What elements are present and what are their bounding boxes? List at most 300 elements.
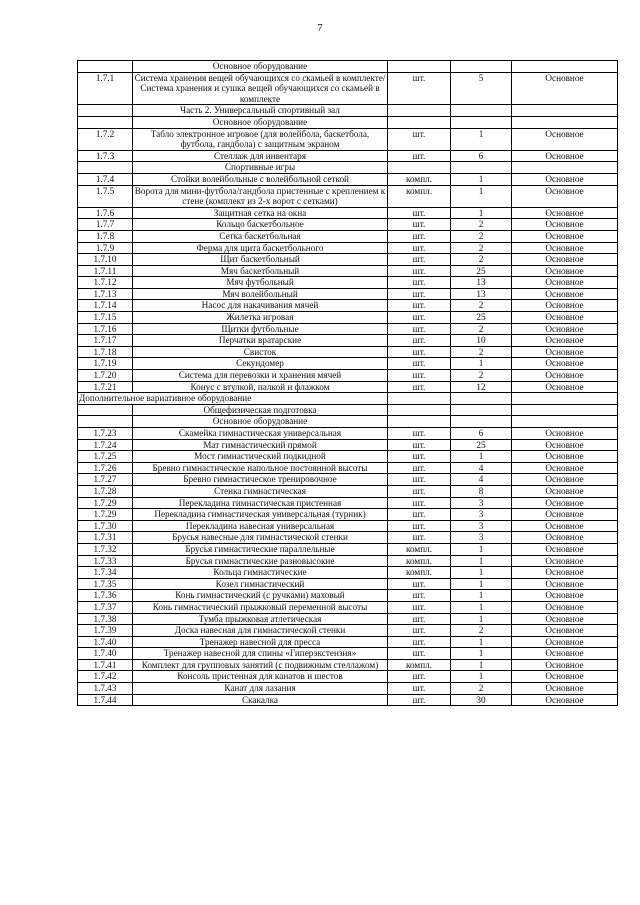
item-name-cell: Табло электронное игровое (для волейбола, баскетбола, футбола, гандбола) с защитным экраном: [133, 128, 388, 150]
table-row: [78, 497, 618, 509]
quantity-cell: 3: [451, 509, 512, 521]
item-name-cell: Мяч волейбольный: [133, 288, 388, 300]
quantity-cell: [451, 116, 512, 128]
unit-cell: компл.: [388, 185, 451, 207]
quantity-cell: [451, 162, 512, 174]
unit-cell: компл.: [388, 659, 451, 671]
quantity-cell: 1: [451, 358, 512, 370]
item-name-cell: Тумба прыжковая атлетическая: [133, 613, 388, 625]
type-cell: Основное: [512, 520, 618, 532]
item-name-cell: Система для перевозки и хранения мячей: [133, 370, 388, 382]
item-number-cell: [78, 162, 133, 174]
quantity-cell: 1: [451, 543, 512, 555]
quantity-cell: 1: [451, 648, 512, 660]
item-name-cell: Щитки футбольные: [133, 323, 388, 335]
section-heading-cell: Дополнительное вариативное оборудование: [78, 393, 388, 405]
quantity-cell: 1: [451, 636, 512, 648]
unit-cell: шт.: [388, 497, 451, 509]
quantity-cell: [451, 61, 512, 73]
type-cell: Основное: [512, 636, 618, 648]
item-name-cell: Сетка баскетбольная: [133, 230, 388, 242]
item-number-cell: 1.7.24: [78, 439, 133, 451]
type-cell: Основное: [512, 555, 618, 567]
type-cell: Основное: [512, 185, 618, 207]
type-cell: Основное: [512, 323, 618, 335]
item-number-cell: 1.7.15: [78, 312, 133, 324]
item-name-cell: Стеллаж для инвентаря: [133, 150, 388, 162]
equipment-table: [77, 60, 618, 706]
quantity-cell: 25: [451, 265, 512, 277]
item-name-cell: Ворота для мини-футбола/гандбола пристенные с креплением к стене (комплект из 2-х ворот с сетками): [133, 185, 388, 207]
item-number-cell: 1.7.38: [78, 613, 133, 625]
table-row: [78, 613, 618, 625]
item-number-cell: 1.7.12: [78, 277, 133, 289]
table-row: [78, 300, 618, 312]
item-name-cell: Насос для накачивания мячей: [133, 300, 388, 312]
type-cell: Основное: [512, 613, 618, 625]
item-number-cell: 1.7.21: [78, 381, 133, 393]
quantity-cell: 1: [451, 173, 512, 185]
table-row: [78, 312, 618, 324]
unit-cell: компл.: [388, 543, 451, 555]
item-name-cell: Тренажер навесной для спины «Гиперэкстензия»: [133, 648, 388, 660]
table-row: [78, 277, 618, 289]
quantity-cell: 5: [451, 72, 512, 105]
item-name-cell: Перчатки вратарские: [133, 335, 388, 347]
item-name-cell: Мяч футбольный: [133, 277, 388, 289]
quantity-cell: 2: [451, 625, 512, 637]
unit-cell: [388, 61, 451, 73]
quantity-cell: 10: [451, 335, 512, 347]
item-number-cell: 1.7.9: [78, 242, 133, 254]
unit-cell: шт.: [388, 219, 451, 231]
quantity-cell: 1: [451, 451, 512, 463]
type-cell: Основное: [512, 428, 618, 440]
item-number-cell: 1.7.39: [78, 625, 133, 637]
table-row: [78, 150, 618, 162]
unit-cell: шт.: [388, 346, 451, 358]
table-row: [78, 462, 618, 474]
type-cell: Основное: [512, 254, 618, 266]
unit-cell: шт.: [388, 335, 451, 347]
table-row: [78, 520, 618, 532]
quantity-cell: 2: [451, 242, 512, 254]
section-heading-cell: Основное оборудование: [133, 416, 388, 428]
quantity-cell: 6: [451, 428, 512, 440]
unit-cell: шт.: [388, 230, 451, 242]
quantity-cell: 8: [451, 485, 512, 497]
type-cell: [512, 416, 618, 428]
type-cell: Основное: [512, 543, 618, 555]
item-name-cell: Перекладина гимнастическая универсальная (турник): [133, 509, 388, 521]
section-heading-cell: Часть 2. Универсальный спортивный зал: [133, 105, 388, 117]
item-name-cell: Перекладина гимнастическая пристенная: [133, 497, 388, 509]
unit-cell: [388, 162, 451, 174]
unit-cell: компл.: [388, 173, 451, 185]
item-number-cell: 1.7.11: [78, 265, 133, 277]
quantity-cell: 30: [451, 694, 512, 706]
type-cell: Основное: [512, 207, 618, 219]
quantity-cell: 2: [451, 254, 512, 266]
unit-cell: шт.: [388, 694, 451, 706]
unit-cell: шт.: [388, 485, 451, 497]
type-cell: Основное: [512, 150, 618, 162]
unit-cell: шт.: [388, 381, 451, 393]
section-row: [78, 162, 618, 174]
item-number-cell: 1.7.19: [78, 358, 133, 370]
type-cell: Основное: [512, 474, 618, 486]
unit-cell: шт.: [388, 370, 451, 382]
unit-cell: шт.: [388, 277, 451, 289]
unit-cell: [388, 404, 451, 416]
table-row: [78, 72, 618, 105]
quantity-cell: 2: [451, 230, 512, 242]
item-number-cell: 1.7.25: [78, 451, 133, 463]
unit-cell: шт.: [388, 636, 451, 648]
item-name-cell: Конь гимнастический (с ручками) маховый: [133, 590, 388, 602]
section-row: [78, 393, 618, 405]
table-row: [78, 265, 618, 277]
item-number-cell: 1.7.13: [78, 288, 133, 300]
item-name-cell: Система хранения вещей обучающихся со скамьей в комплекте/Система хранения и сушка вещей обучающихся со скамьей в комплекте: [133, 72, 388, 105]
item-number-cell: [78, 105, 133, 117]
item-number-cell: 1.7.18: [78, 346, 133, 358]
item-name-cell: Стойки волейбольные с волейбольной сеткой: [133, 173, 388, 185]
section-heading-cell: Основное оборудование: [133, 116, 388, 128]
item-number-cell: 1.7.23: [78, 428, 133, 440]
table-row: [78, 532, 618, 544]
item-name-cell: Тренажер навесной для пресса: [133, 636, 388, 648]
unit-cell: шт.: [388, 532, 451, 544]
table-row: [78, 485, 618, 497]
item-name-cell: Брусья гимнастические разновысокие: [133, 555, 388, 567]
item-name-cell: Брусья гимнастические параллельные: [133, 543, 388, 555]
unit-cell: шт.: [388, 288, 451, 300]
section-heading-cell: Общефизическая подготовка: [133, 404, 388, 416]
unit-cell: шт.: [388, 451, 451, 463]
table-row: [78, 683, 618, 695]
quantity-cell: 1: [451, 601, 512, 613]
unit-cell: шт.: [388, 323, 451, 335]
section-row: [78, 116, 618, 128]
unit-cell: шт.: [388, 601, 451, 613]
unit-cell: шт.: [388, 625, 451, 637]
type-cell: Основное: [512, 381, 618, 393]
type-cell: Основное: [512, 173, 618, 185]
item-number-cell: 1.7.1: [78, 72, 133, 105]
item-number-cell: 1.7.2: [78, 128, 133, 150]
type-cell: Основное: [512, 509, 618, 521]
item-number-cell: 1.7.30: [78, 520, 133, 532]
table-row: [78, 128, 618, 150]
table-row: [78, 254, 618, 266]
table-row: [78, 323, 618, 335]
type-cell: Основное: [512, 497, 618, 509]
table-row: [78, 230, 618, 242]
quantity-cell: 2: [451, 370, 512, 382]
item-number-cell: [78, 416, 133, 428]
type-cell: Основное: [512, 683, 618, 695]
unit-cell: шт.: [388, 242, 451, 254]
quantity-cell: 6: [451, 150, 512, 162]
item-name-cell: Конус с втулкой, палкой и флажком: [133, 381, 388, 393]
quantity-cell: 2: [451, 683, 512, 695]
section-heading-cell: Основное оборудование: [133, 61, 388, 73]
unit-cell: шт.: [388, 265, 451, 277]
item-name-cell: Комплект для групповых занятий (с подвижным стеллажом): [133, 659, 388, 671]
table-row: [78, 648, 618, 660]
quantity-cell: [451, 404, 512, 416]
item-number-cell: [78, 116, 133, 128]
unit-cell: шт.: [388, 439, 451, 451]
item-name-cell: Щит баскетбольный: [133, 254, 388, 266]
type-cell: Основное: [512, 230, 618, 242]
table-row: [78, 173, 618, 185]
type-cell: Основное: [512, 288, 618, 300]
unit-cell: шт.: [388, 72, 451, 105]
type-cell: [512, 162, 618, 174]
item-number-cell: 1.7.42: [78, 671, 133, 683]
quantity-cell: 4: [451, 462, 512, 474]
unit-cell: [388, 105, 451, 117]
quantity-cell: 1: [451, 567, 512, 579]
type-cell: Основное: [512, 439, 618, 451]
table-row: [78, 335, 618, 347]
quantity-cell: 13: [451, 277, 512, 289]
unit-cell: шт.: [388, 578, 451, 590]
quantity-cell: 3: [451, 520, 512, 532]
item-name-cell: Брусья навесные для гимнастической стенки: [133, 532, 388, 544]
item-number-cell: 1.7.7: [78, 219, 133, 231]
type-cell: Основное: [512, 659, 618, 671]
table-row: [78, 601, 618, 613]
type-cell: Основное: [512, 242, 618, 254]
section-row: [78, 61, 618, 73]
item-number-cell: 1.7.43: [78, 683, 133, 695]
table-row: [78, 555, 618, 567]
type-cell: Основное: [512, 277, 618, 289]
type-cell: [512, 116, 618, 128]
table-row: [78, 288, 618, 300]
type-cell: Основное: [512, 462, 618, 474]
unit-cell: шт.: [388, 312, 451, 324]
quantity-cell: 1: [451, 671, 512, 683]
quantity-cell: 4: [451, 474, 512, 486]
quantity-cell: 13: [451, 288, 512, 300]
unit-cell: [388, 416, 451, 428]
unit-cell: шт.: [388, 683, 451, 695]
item-name-cell: Свисток: [133, 346, 388, 358]
page-number: 7: [317, 22, 323, 34]
table-row: [78, 567, 618, 579]
type-cell: [512, 393, 618, 405]
table-row: [78, 578, 618, 590]
quantity-cell: [451, 393, 512, 405]
section-row: [78, 416, 618, 428]
unit-cell: шт.: [388, 462, 451, 474]
unit-cell: шт.: [388, 613, 451, 625]
unit-cell: шт.: [388, 509, 451, 521]
table-row: [78, 590, 618, 602]
item-number-cell: 1.7.37: [78, 601, 133, 613]
unit-cell: шт.: [388, 358, 451, 370]
item-number-cell: 1.7.6: [78, 207, 133, 219]
type-cell: Основное: [512, 128, 618, 150]
quantity-cell: 1: [451, 185, 512, 207]
item-number-cell: 1.7.33: [78, 555, 133, 567]
type-cell: Основное: [512, 648, 618, 660]
item-number-cell: 1.7.40: [78, 648, 133, 660]
table-row: [78, 428, 618, 440]
item-number-cell: 1.7.32: [78, 543, 133, 555]
item-name-cell: Скакалка: [133, 694, 388, 706]
type-cell: Основное: [512, 485, 618, 497]
quantity-cell: [451, 416, 512, 428]
item-number-cell: 1.7.8: [78, 230, 133, 242]
unit-cell: шт.: [388, 428, 451, 440]
item-name-cell: Бревно гимнастическое напольное постоянной высоты: [133, 462, 388, 474]
item-number-cell: 1.7.3: [78, 150, 133, 162]
table-row: [78, 381, 618, 393]
table-row: [78, 636, 618, 648]
type-cell: Основное: [512, 451, 618, 463]
unit-cell: шт.: [388, 520, 451, 532]
table-row: [78, 694, 618, 706]
type-cell: Основное: [512, 590, 618, 602]
type-cell: Основное: [512, 578, 618, 590]
type-cell: Основное: [512, 694, 618, 706]
item-number-cell: 1.7.40: [78, 636, 133, 648]
item-name-cell: Кольца гимнастические: [133, 567, 388, 579]
item-name-cell: Мяч баскетбольный: [133, 265, 388, 277]
unit-cell: [388, 116, 451, 128]
item-number-cell: 1.7.41: [78, 659, 133, 671]
item-name-cell: Мост гимнастический подкидной: [133, 451, 388, 463]
item-number-cell: 1.7.14: [78, 300, 133, 312]
item-number-cell: 1.7.28: [78, 485, 133, 497]
type-cell: Основное: [512, 312, 618, 324]
item-number-cell: [78, 61, 133, 73]
table-row: [78, 358, 618, 370]
type-cell: Основное: [512, 532, 618, 544]
table-row: [78, 439, 618, 451]
quantity-cell: 2: [451, 323, 512, 335]
unit-cell: шт.: [388, 648, 451, 660]
unit-cell: [388, 393, 451, 405]
table-row: [78, 242, 618, 254]
item-number-cell: 1.7.44: [78, 694, 133, 706]
item-name-cell: Ферма для щита баскетбольного: [133, 242, 388, 254]
table-row: [78, 370, 618, 382]
type-cell: [512, 61, 618, 73]
quantity-cell: 25: [451, 312, 512, 324]
unit-cell: шт.: [388, 150, 451, 162]
item-number-cell: 1.7.5: [78, 185, 133, 207]
unit-cell: шт.: [388, 254, 451, 266]
table-row: [78, 659, 618, 671]
quantity-cell: 2: [451, 346, 512, 358]
quantity-cell: 1: [451, 578, 512, 590]
item-name-cell: Кольцо баскетбольное: [133, 219, 388, 231]
unit-cell: шт.: [388, 671, 451, 683]
item-name-cell: Канат для лазания: [133, 683, 388, 695]
item-name-cell: Бревно гимнастическое тренировочное: [133, 474, 388, 486]
table-row: [78, 185, 618, 207]
table-row: [78, 346, 618, 358]
table-row: [78, 509, 618, 521]
quantity-cell: 12: [451, 381, 512, 393]
item-name-cell: Стенка гимнастическая: [133, 485, 388, 497]
type-cell: Основное: [512, 335, 618, 347]
type-cell: Основное: [512, 370, 618, 382]
quantity-cell: 1: [451, 659, 512, 671]
item-number-cell: 1.7.36: [78, 590, 133, 602]
section-row: [78, 105, 618, 117]
item-name-cell: Жилетка игровая: [133, 312, 388, 324]
unit-cell: компл.: [388, 555, 451, 567]
equipment-table-body: [78, 61, 618, 706]
section-heading-cell: Спортивные игры: [133, 162, 388, 174]
type-cell: [512, 105, 618, 117]
unit-cell: шт.: [388, 128, 451, 150]
item-name-cell: Перекладина навесная универсальная: [133, 520, 388, 532]
item-number-cell: 1.7.10: [78, 254, 133, 266]
item-name-cell: Мат гимнастический прямой: [133, 439, 388, 451]
quantity-cell: 1: [451, 613, 512, 625]
table-row: [78, 543, 618, 555]
item-name-cell: Конь гимнастический прыжковый переменной высоты: [133, 601, 388, 613]
item-name-cell: Козел гимнастический: [133, 578, 388, 590]
quantity-cell: 2: [451, 219, 512, 231]
quantity-cell: [451, 105, 512, 117]
type-cell: Основное: [512, 300, 618, 312]
quantity-cell: 25: [451, 439, 512, 451]
item-number-cell: 1.7.27: [78, 474, 133, 486]
item-number-cell: 1.7.17: [78, 335, 133, 347]
item-number-cell: 1.7.16: [78, 323, 133, 335]
item-number-cell: 1.7.20: [78, 370, 133, 382]
item-number-cell: 1.7.35: [78, 578, 133, 590]
type-cell: Основное: [512, 265, 618, 277]
unit-cell: компл.: [388, 567, 451, 579]
item-number-cell: 1.7.29: [78, 509, 133, 521]
table-row: [78, 474, 618, 486]
unit-cell: шт.: [388, 474, 451, 486]
item-number-cell: 1.7.4: [78, 173, 133, 185]
type-cell: Основное: [512, 72, 618, 105]
item-number-cell: 1.7.26: [78, 462, 133, 474]
unit-cell: шт.: [388, 207, 451, 219]
item-number-cell: 1.7.34: [78, 567, 133, 579]
item-number-cell: [78, 404, 133, 416]
quantity-cell: 1: [451, 128, 512, 150]
quantity-cell: 1: [451, 555, 512, 567]
table-row: [78, 451, 618, 463]
section-row: [78, 404, 618, 416]
item-number-cell: 1.7.29: [78, 497, 133, 509]
type-cell: Основное: [512, 625, 618, 637]
type-cell: Основное: [512, 358, 618, 370]
type-cell: Основное: [512, 567, 618, 579]
item-name-cell: Доска навесная для гимнастической стенки: [133, 625, 388, 637]
quantity-cell: 3: [451, 497, 512, 509]
table-row: [78, 207, 618, 219]
unit-cell: шт.: [388, 590, 451, 602]
item-name-cell: Скамейка гимнастическая универсальная: [133, 428, 388, 440]
type-cell: Основное: [512, 346, 618, 358]
item-name-cell: Консоль пристенная для канатов и шестов: [133, 671, 388, 683]
quantity-cell: 1: [451, 590, 512, 602]
